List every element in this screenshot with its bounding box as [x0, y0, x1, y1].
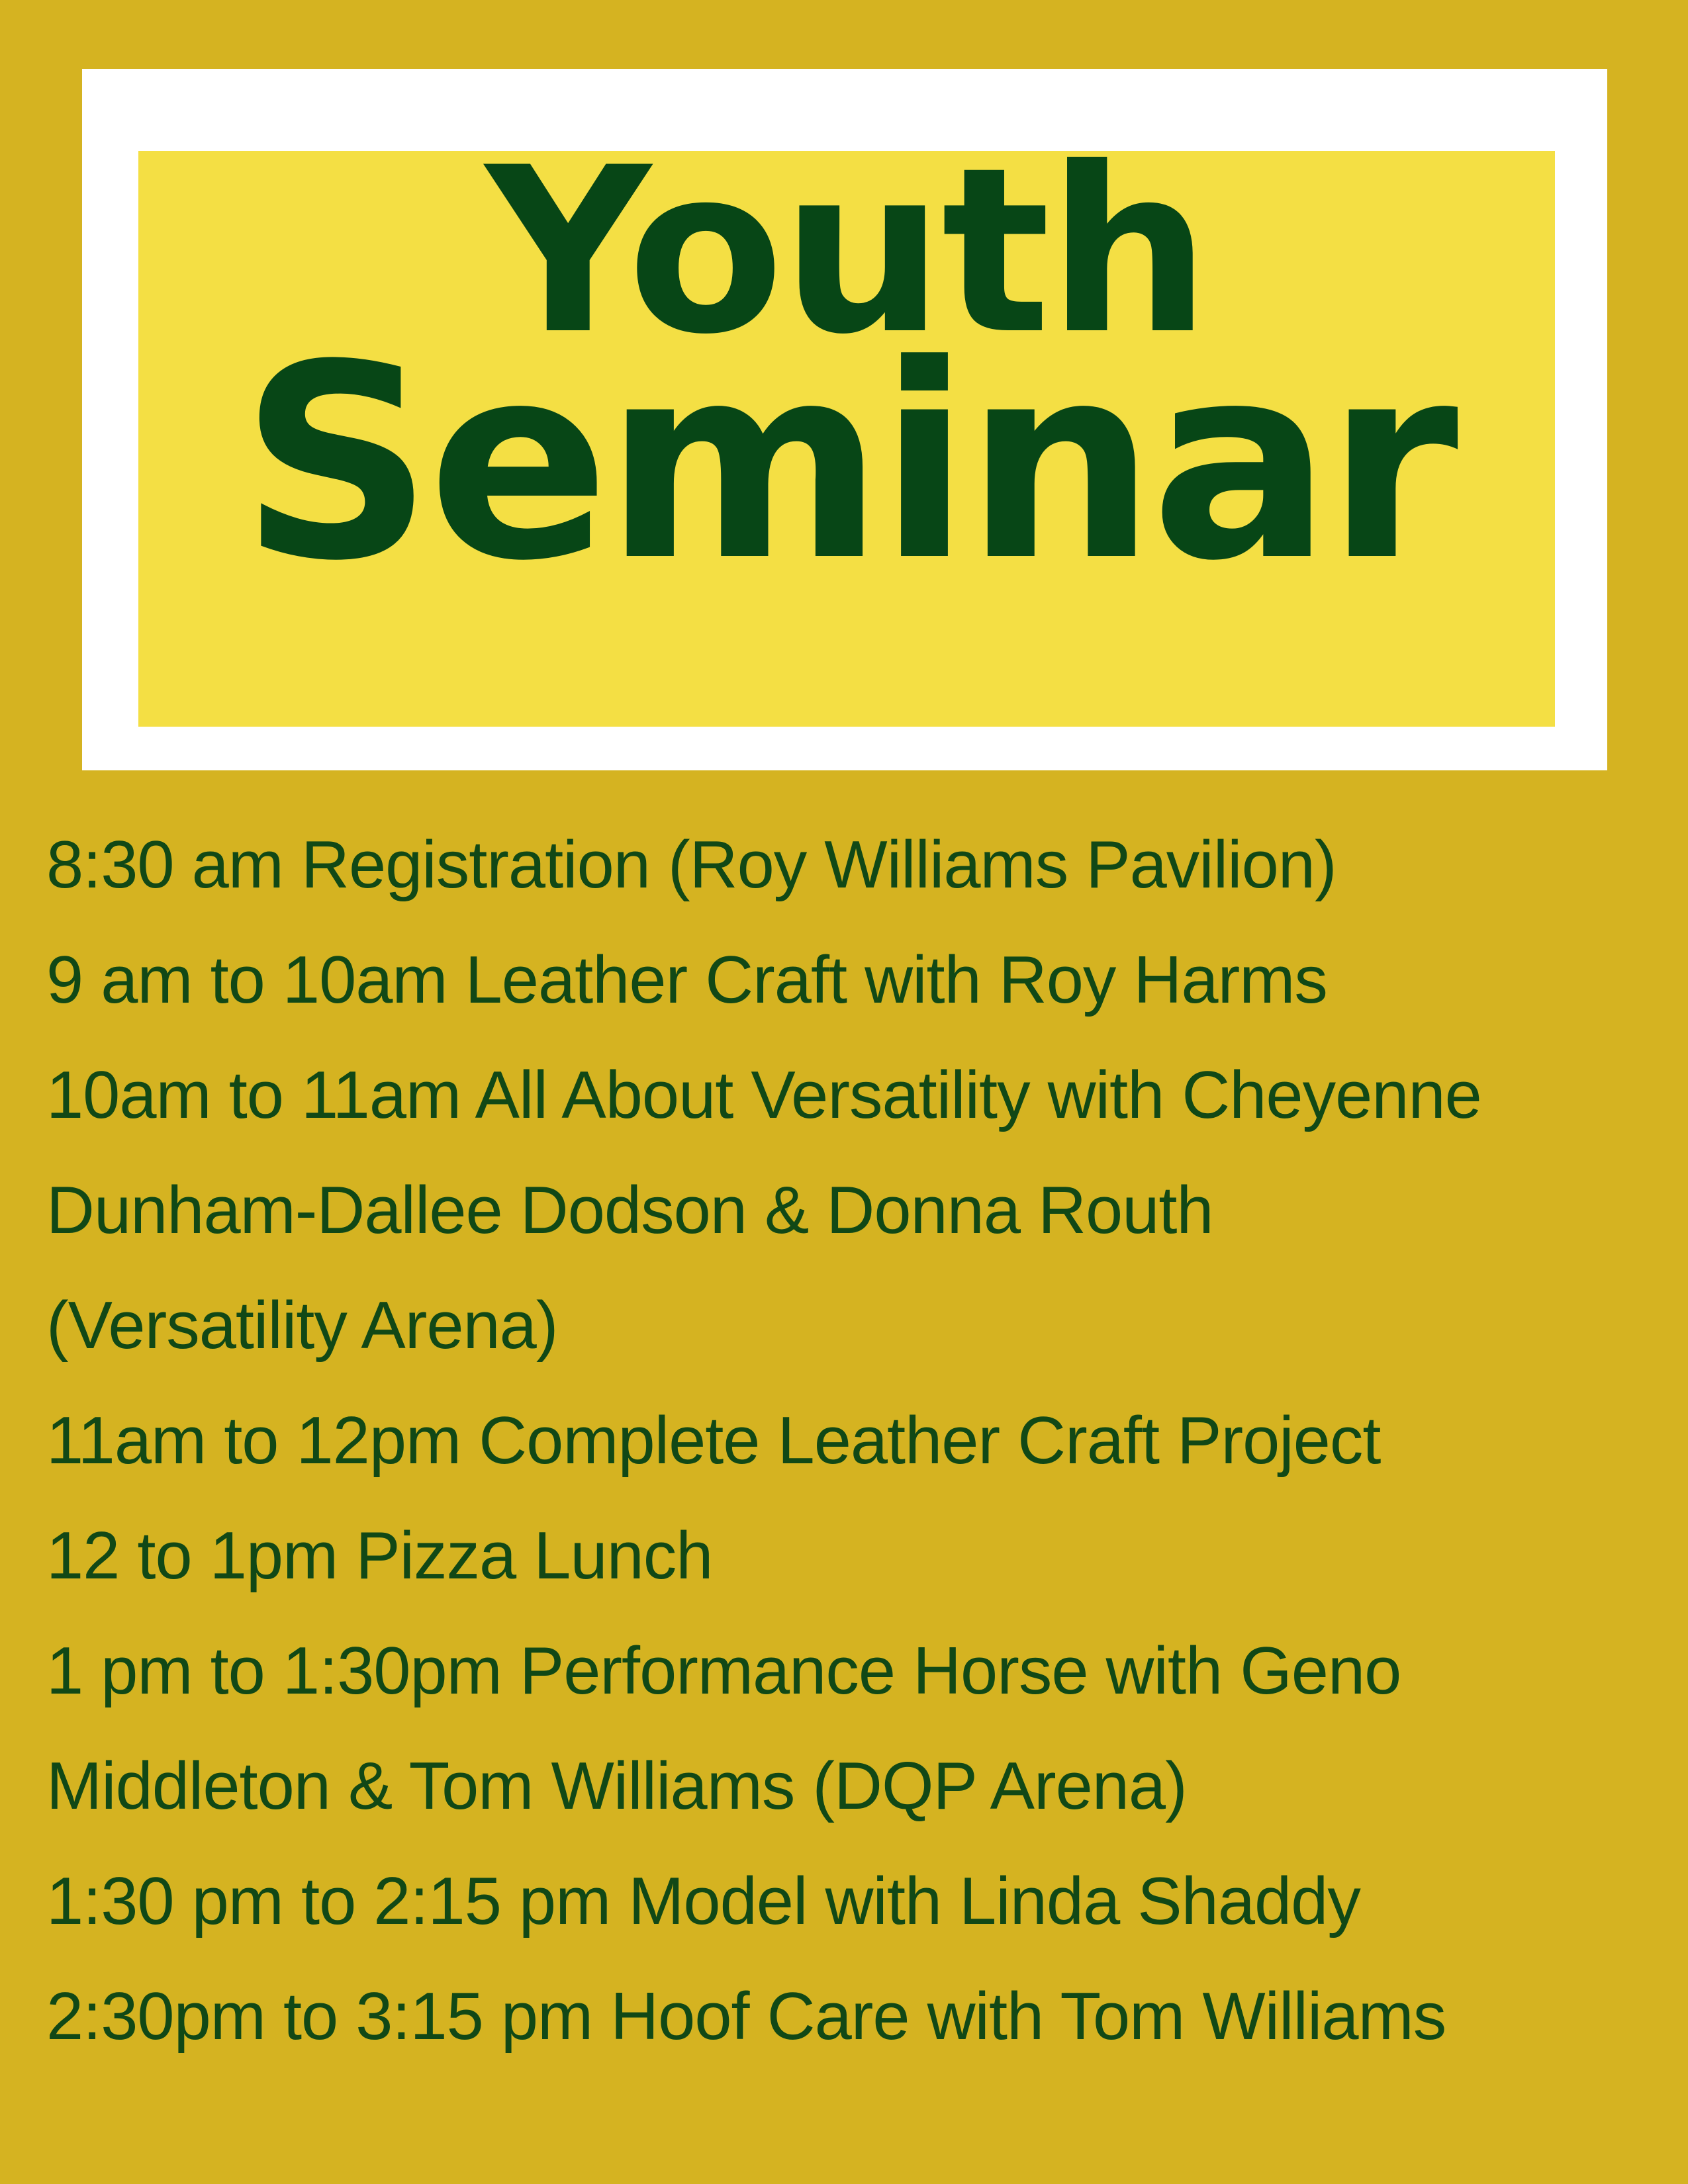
schedule-line-hoof-care: 2:30pm to 3:15 pm Hoof Care with Tom Williams	[46, 1979, 1446, 2054]
schedule-line-performance-horse-presenters: Middleton & Tom Williams (DQP Arena)	[46, 1749, 1187, 1823]
schedule-list	[46, 807, 1675, 2074]
schedule-line-versatility: 10am to 11am All About Versatility with Cheyenne	[46, 1058, 1481, 1132]
schedule-line-performance-horse: 1 pm to 1:30pm Performance Horse with Geno	[46, 1634, 1401, 1708]
schedule-line-versatility-location: (Versatility Arena)	[46, 1289, 558, 1363]
schedule-line-leather-craft: 9 am to 10am Leather Craft with Roy Harms	[46, 943, 1327, 1017]
title-panel	[138, 119, 1555, 727]
schedule-line-registration: 8:30 am Registration (Roy Williams Pavilion)	[46, 828, 1336, 902]
schedule-line-versatility-presenters: Dunham-Dallee Dodson & Donna Routh	[46, 1173, 1213, 1248]
title-frame	[82, 69, 1607, 770]
title-youth: Youth	[485, 119, 1208, 385]
title-seminar: Seminar	[240, 307, 1454, 619]
schedule-line-model: 1:30 pm to 2:15 pm Model with Linda Shaddy	[46, 1864, 1360, 1938]
schedule-line-lunch: 12 to 1pm Pizza Lunch	[46, 1519, 713, 1593]
schedule-line-leather-project: 11am to 12pm Complete Leather Craft Project	[46, 1404, 1381, 1478]
